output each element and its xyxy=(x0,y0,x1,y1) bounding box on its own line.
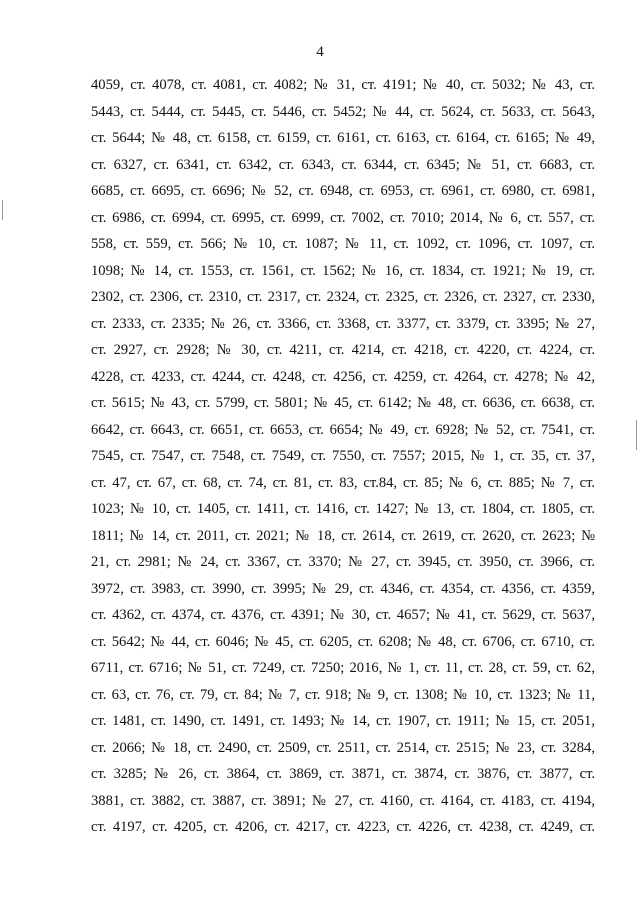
text-line: 1098; № 14, ст. 1553, ст. 1561, ст. 1562; № 16, ст. 1834, ст. 1921; № 19, ст. xyxy=(91,262,595,279)
text-line: ст. 4362, ст. 4374, ст. 4376, ст. 4391; № 30, ст. 4657; № 41, ст. 5629, ст. 5637, xyxy=(91,607,595,623)
text-line: 21, ст. 2981; № 24, ст. 3367, ст. 3370; № 27, ст. 3945, ст. 3950, ст. 3966, ст. xyxy=(91,554,595,570)
text-line: ст. 5615; № 43, ст. 5799, ст. 5801; № 45, ст. 6142; № 48, ст. 6636, ст. 6638, ст. xyxy=(91,395,595,411)
text-line: ст. 47, ст. 67, ст. 68, ст. 74, ст. 81, ст. 83, ст.84, ст. 85; № 6, ст. 885; № 7, ст. xyxy=(91,474,595,491)
text-line: 6685, ст. 6695, ст. 6696; № 52, ст. 6948, ст. 6953, ст. 6961, ст. 6980, ст. 6981, xyxy=(91,183,595,199)
text-line: 3881, ст. 3882, ст. 3887, ст. 3891; № 27, ст. 4160, ст. 4164, ст. 4183, ст. 4194, xyxy=(91,792,595,809)
text-line: ст. 6986, ст. 6994, ст. 6995, ст. 6999, ст. 7002, ст. 7010; 2014, № 6, ст. 557, ст. xyxy=(91,209,595,226)
text-line: ст. 6327, ст. 6341, ст. 6342, ст. 6343, ст. 6344, ст. 6345; № 51, ст. 6683, ст. xyxy=(91,156,595,173)
text-line: 2302, ст. 2306, ст. 2310, ст. 2317, ст. 2324, ст. 2325, ст. 2326, ст. 2327, ст. 2330, xyxy=(91,289,595,305)
text-line: ст. 5642; № 44, ст. 6046; № 45, ст. 6205, ст. 6208; № 48, ст. 6706, ст. 6710, ст. xyxy=(91,633,595,650)
text-line: 7545, ст. 7547, ст. 7548, ст. 7549, ст. 7550, ст. 7557; 2015, № 1, ст. 35, ст. 37, xyxy=(91,448,595,464)
text-line: ст. 3285; № 26, ст. 3864, ст. 3869, ст. 3871, ст. 3874, ст. 3876, ст. 3877, ст. xyxy=(91,766,595,782)
text-line: 6711, ст. 6716; № 51, ст. 7249, ст. 7250; 2016, № 1, ст. 11, ст. 28, ст. 59, ст. 62, xyxy=(91,660,595,676)
text-line: 4059, ст. 4078, ст. 4081, ст. 4082; № 31, ст. 4191; № 40, ст. 5032; № 43, ст. xyxy=(91,77,595,93)
text-line: 1023; № 10, ст. 1405, ст. 1411, ст. 1416, ст. 1427; № 13, ст. 1804, ст. 1805, ст. xyxy=(91,501,595,517)
text-line: 4228, ст. 4233, ст. 4244, ст. 4248, ст. 4256, ст. 4259, ст. 4264, ст. 4278; № 42, xyxy=(91,368,595,385)
text-line: 558, ст. 559, ст. 566; № 10, ст. 1087; № 11, ст. 1092, ст. 1096, ст. 1097, ст. xyxy=(91,236,595,252)
page-number: 4 xyxy=(316,44,324,60)
text-line: ст. 2927, ст. 2928; № 30, ст. 4211, ст. 4214, ст. 4218, ст. 4220, ст. 4224, ст. xyxy=(91,342,595,358)
text-line: 5443, ст. 5444, ст. 5445, ст. 5446, ст. 5452; № 44, ст. 5624, ст. 5633, ст. 5643, xyxy=(91,103,595,120)
text-line: ст. 2066; № 18, ст. 2490, ст. 2509, ст. 2511, ст. 2514, ст. 2515; № 23, ст. 3284, xyxy=(91,739,595,756)
text-line: ст. 5644; № 48, ст. 6158, ст. 6159, ст. 6161, ст. 6163, ст. 6164, ст. 6165; № 49, xyxy=(91,130,595,146)
text-line: ст. 2333, ст. 2335; № 26, ст. 3366, ст. 3368, ст. 3377, ст. 3379, ст. 3395; № 27, xyxy=(91,315,595,332)
text-line: ст. 1481, ст. 1490, ст. 1491, ст. 1493; № 14, ст. 1907, ст. 1911; № 15, ст. 2051, xyxy=(91,713,595,729)
text-line: 1811; № 14, ст. 2011, ст. 2021; № 18, ст. 2614, ст. 2619, ст. 2620, ст. 2623; № xyxy=(91,527,595,544)
text-line: ст. 4197, ст. 4205, ст. 4206, ст. 4217, ст. 4223, ст. 4226, ст. 4238, ст. 4249, ст. xyxy=(91,819,595,835)
text-line: 6642, ст. 6643, ст. 6651, ст. 6653, ст. 6654; № 49, ст. 6928; № 52, ст. 7541, ст. xyxy=(91,421,595,438)
text-line: 3972, ст. 3983, ст. 3990, ст. 3995; № 29, ст. 4346, ст. 4354, ст. 4356, ст. 4359, xyxy=(91,580,595,597)
right-margin-mark xyxy=(636,420,637,450)
text-line: ст. 63, ст. 76, ст. 79, ст. 84; № 7, ст. 918; № 9, ст. 1308; № 10, ст. 1323; № 11, xyxy=(91,686,595,703)
body-text xyxy=(91,72,595,841)
left-margin-mark xyxy=(2,200,3,220)
